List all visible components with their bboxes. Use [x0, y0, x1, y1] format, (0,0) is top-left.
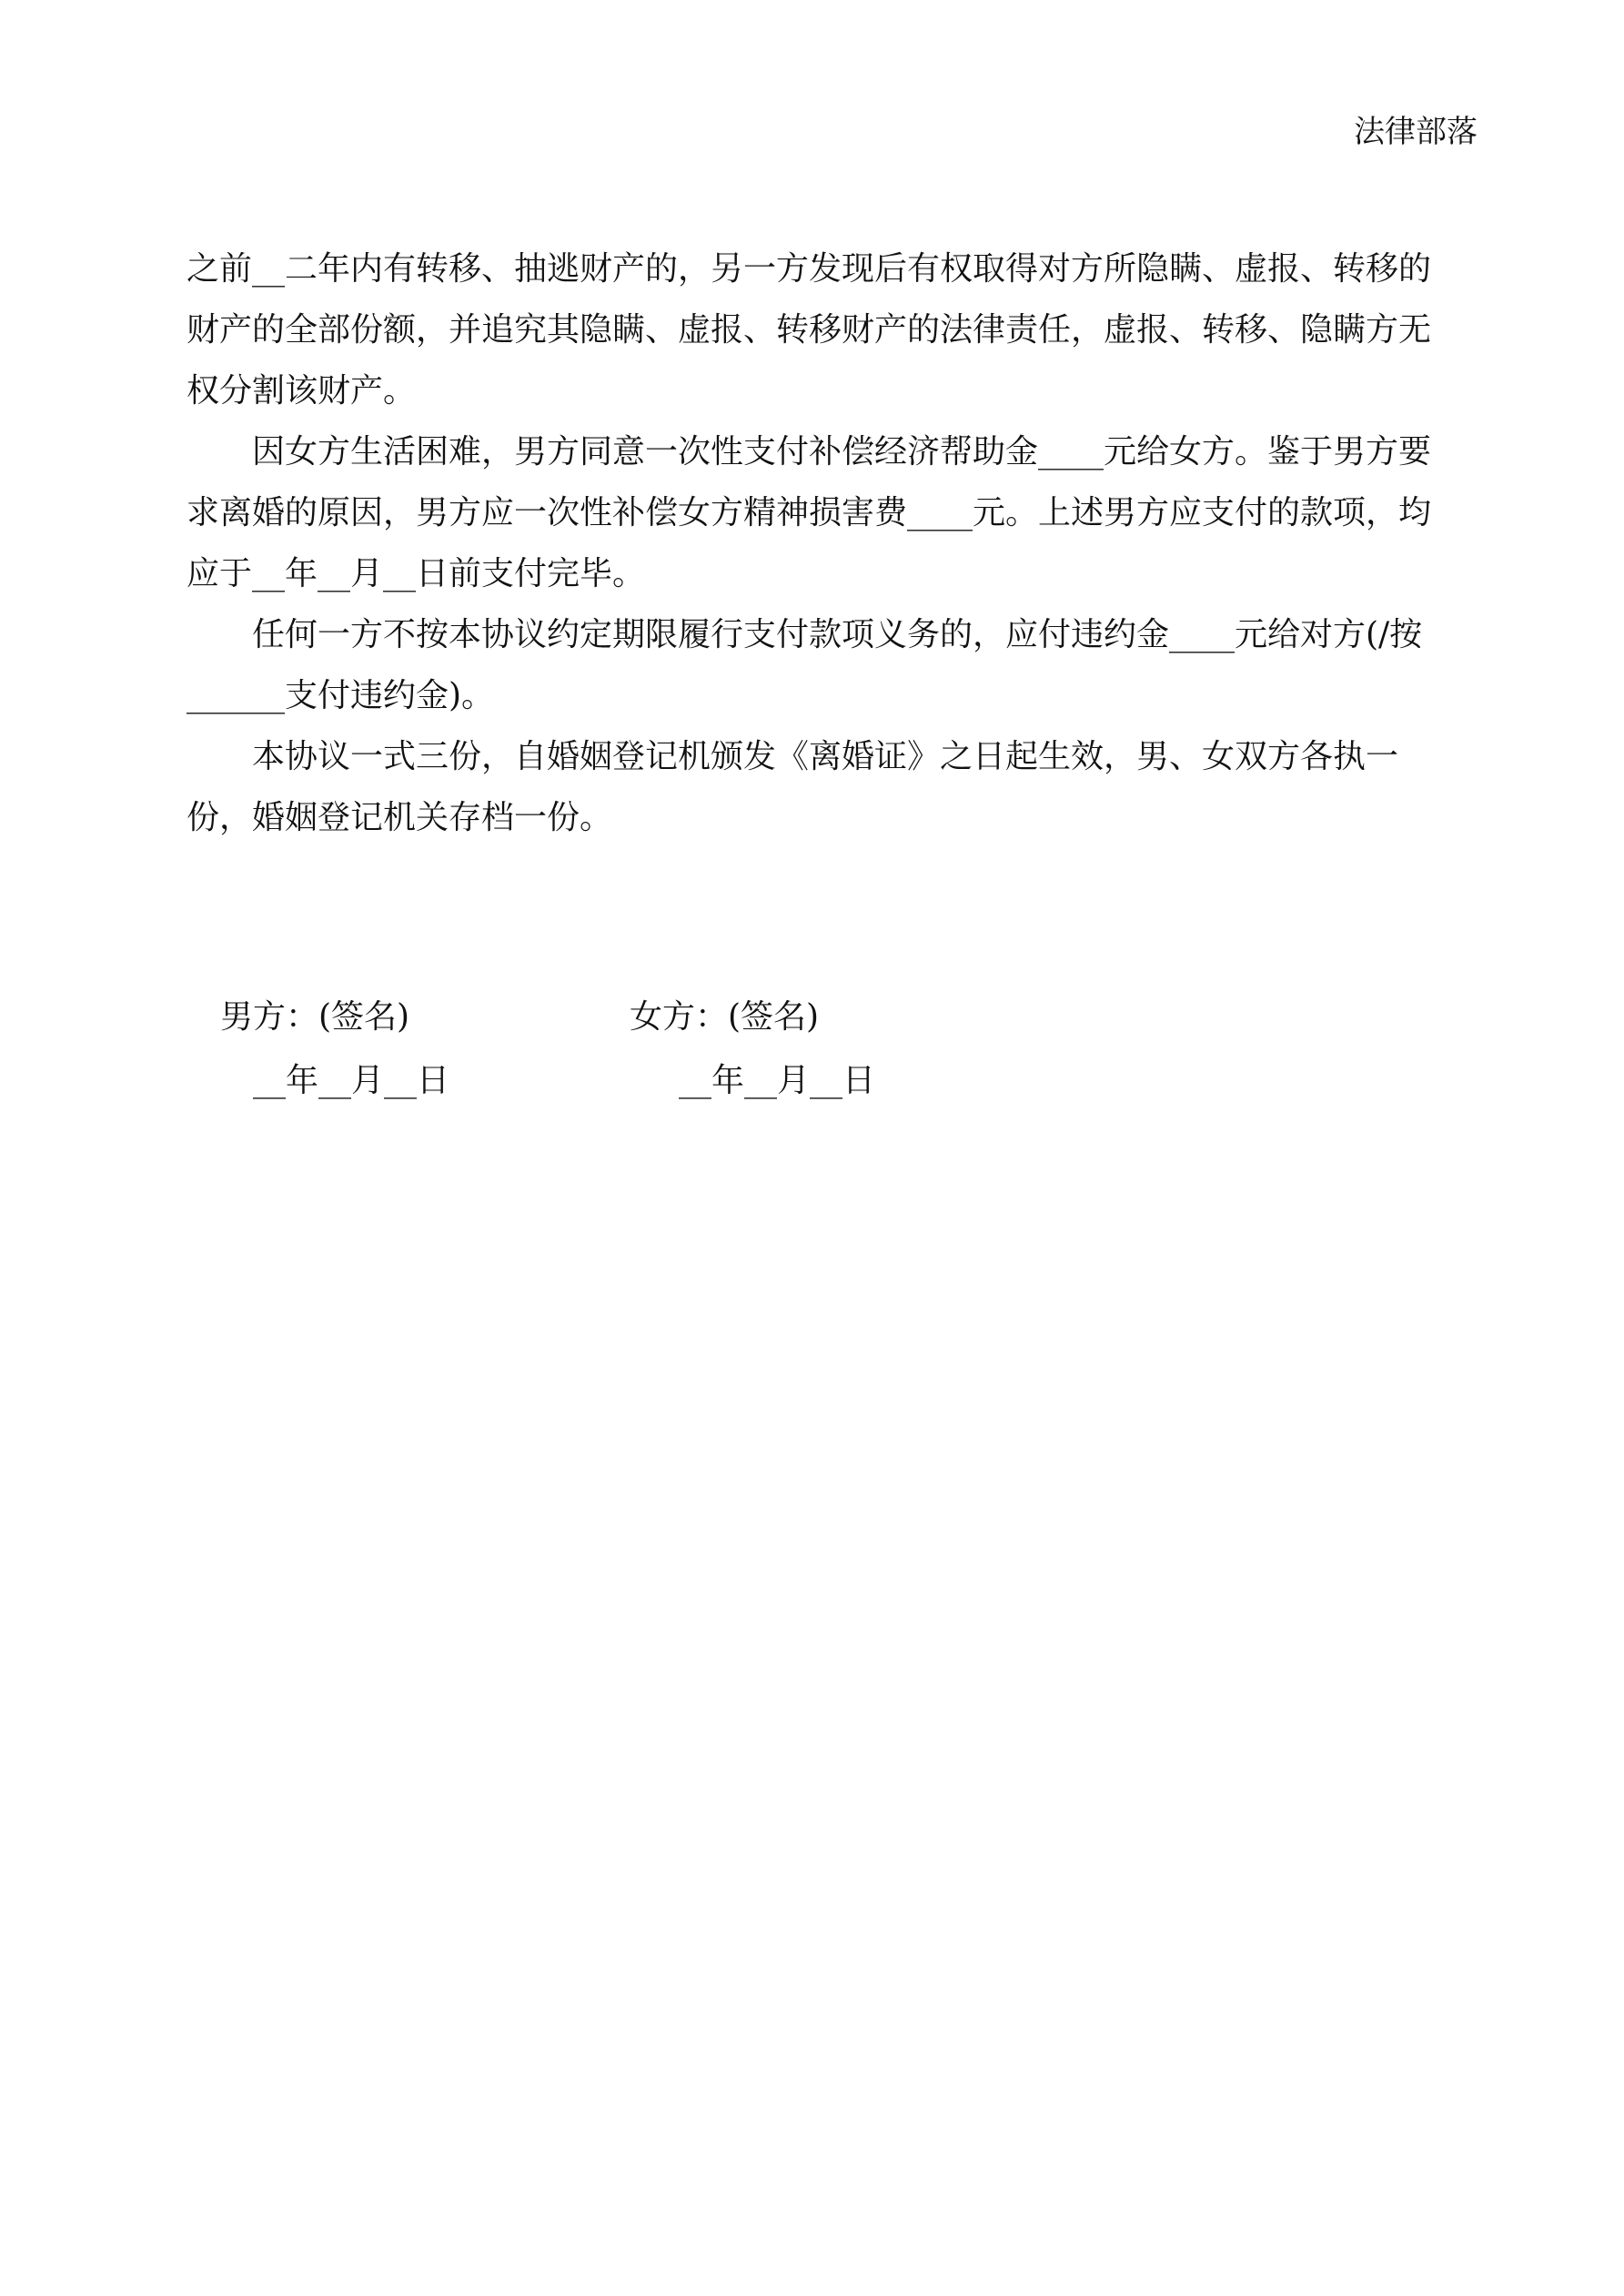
male-signature-date: __年__月__日	[253, 1062, 450, 1099]
paragraph-property-transfer: 之前__二年内有转移、抽逃财产的，另一方发现后有权取得对方所隐瞒、虚报、转移的财产的全部份额，并追究其隐瞒、虚报、转移财产的法律责任，虚报、转移、隐瞒方无权分割该财产。	[187, 250, 1432, 410]
signature-section	[220, 998, 1312, 1099]
signature-date-row	[220, 1062, 1312, 1099]
header-brand: 法律部落	[1354, 114, 1478, 150]
signature-label-row	[220, 998, 1312, 1036]
paragraph-compensation: 因女方生活困难，男方同意一次性支付补偿经济帮助金____元给女方。鉴于男方要求离婚的原因，男方应一次性补偿女方精神损害费____元。上述男方应支付的款项，均应于__年__月__日前支付完毕。	[187, 433, 1432, 592]
male-signature-label: 男方：(签名)	[220, 998, 410, 1036]
female-signature-date: __年__月__日	[679, 1062, 876, 1099]
paragraph-penalty: 任何一方不按本协议约定期限履行支付款项义务的，应付违约金____元给对方(/按______支付违约金)。	[187, 616, 1423, 714]
document-body	[187, 238, 1460, 848]
paragraph-copies: 本协议一式三份，自婚姻登记机颁发《离婚证》之日起生效，男、女双方各执一份，婚姻登记机关存档一份。	[187, 738, 1399, 836]
female-signature-label: 女方：(签名)	[630, 998, 820, 1036]
